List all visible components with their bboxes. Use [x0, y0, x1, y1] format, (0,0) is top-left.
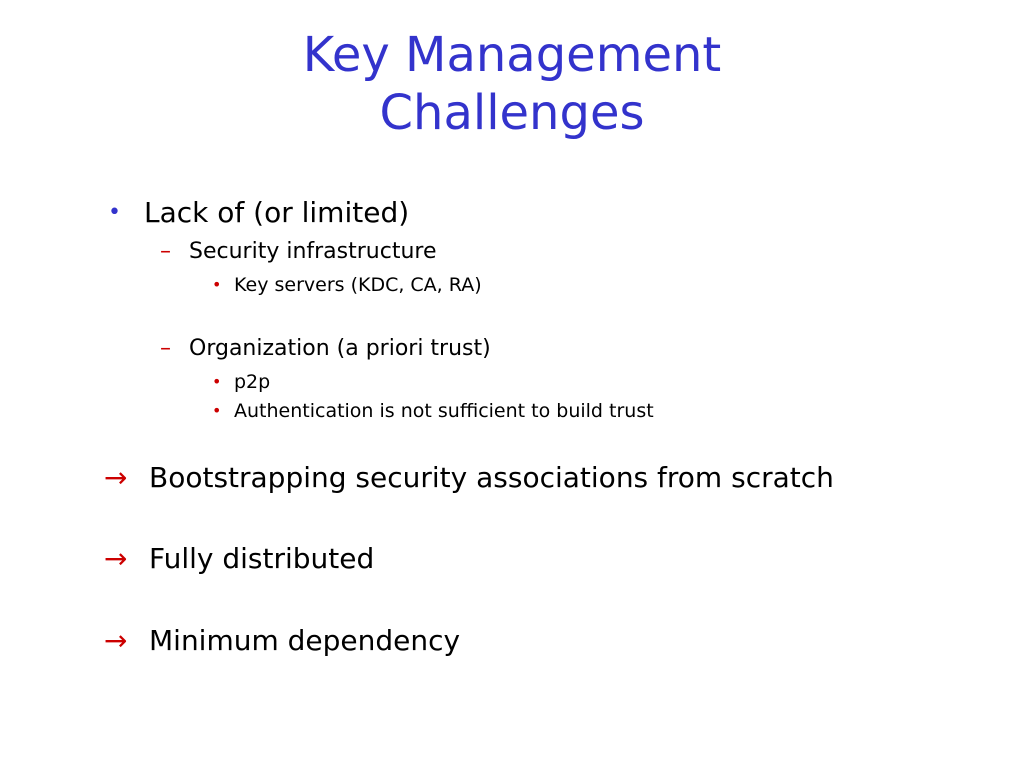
right-arrow-icon: → — [104, 624, 128, 657]
slide-title-line-1: Key Management — [302, 27, 722, 83]
arrow-item-fully-distributed: Fully distributed — [149, 542, 375, 575]
slide-title — [0, 26, 1024, 142]
dash-icon: – — [160, 336, 171, 361]
bullet-dot-icon: • — [212, 401, 222, 420]
sub-bullet-security-infrastructure: Security infrastructure — [189, 239, 437, 264]
sub-sub-bullet-p2p: p2p — [234, 371, 271, 393]
right-arrow-icon: → — [104, 461, 128, 494]
bullet-dot-icon: • — [212, 372, 222, 391]
arrow-item-bootstrapping: Bootstrapping security associations from scratch — [149, 461, 834, 494]
sub-sub-bullet-key-servers: Key servers (KDC, CA, RA) — [234, 274, 482, 296]
arrow-item-minimum-dependency: Minimum dependency — [149, 624, 461, 657]
sub-bullet-organization: Organization (a priori trust) — [189, 336, 491, 361]
bullet-dot-icon: • — [108, 200, 121, 225]
dash-icon: – — [160, 239, 171, 264]
bullet-dot-icon: • — [212, 275, 222, 294]
bullet-lack-of: Lack of (or limited) — [144, 196, 410, 229]
slide-title-line-2: Challenges — [379, 85, 645, 141]
right-arrow-icon: → — [104, 542, 128, 575]
sub-sub-bullet-authentication: Authentication is not sufficient to build trust — [234, 400, 654, 422]
